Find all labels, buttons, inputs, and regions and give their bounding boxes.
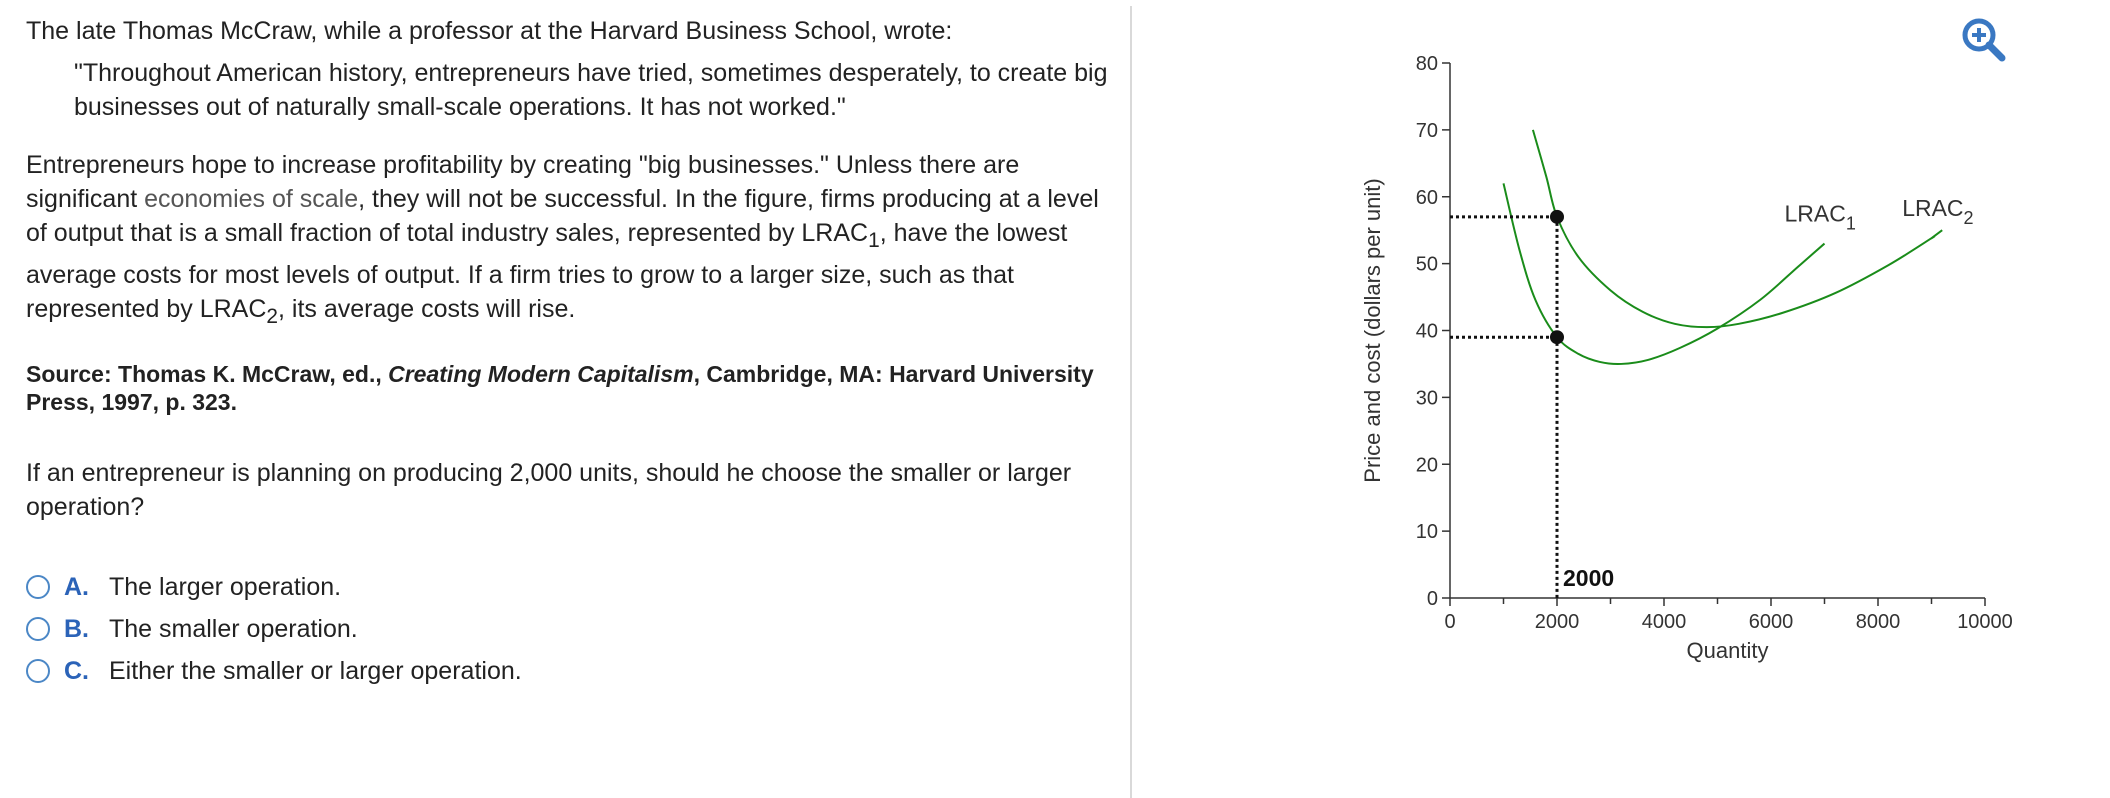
lrac1-label: $LRAC_1$: [1784, 200, 1856, 234]
x-tick-label: 8000: [1855, 611, 1901, 633]
lrac-chart: [1350, 8, 2030, 668]
option-b[interactable]: [26, 608, 1116, 650]
lrac2-label: $LRAC_2$: [1902, 195, 1974, 229]
y-tick-label: 60: [1415, 186, 1438, 209]
body-part-3: , have the lowest average costs for most levels of output. If a firm tries to grow to a larger size, such as that represented by LRAC: [26, 219, 1068, 323]
economies-of-scale-link[interactable]: economies of scale: [144, 185, 359, 213]
body-part-2: , they will not be successful. In the figure, firms producing at a level of output that is a small fraction of total industry sales, represented by LRAC: [26, 185, 1099, 247]
x-tick-label: 2000: [1534, 611, 1580, 633]
radio-button-a[interactable]: [26, 575, 50, 599]
y-tick-label: 80: [1415, 53, 1438, 75]
x-tick-label: 4000: [1641, 611, 1687, 633]
zoom-in-icon[interactable]: [1960, 16, 2006, 62]
option-text: The smaller operation.: [109, 615, 358, 643]
y-tick-label: 40: [1415, 320, 1438, 343]
radio-button-b[interactable]: [26, 617, 50, 641]
body-part-1: Entrepreneurs hope to increase profitability by creating "big businesses." Unless there are significant: [26, 151, 1020, 213]
y-tick-label: 20: [1415, 454, 1438, 477]
x-tick-label: 6000: [1748, 611, 1794, 633]
option-text: The larger operation.: [109, 573, 342, 601]
x-axis-label: Quantity: [1686, 638, 1769, 663]
option-text: Either the smaller or larger operation.: [109, 657, 522, 685]
source-lead: Source: Thomas K. McCraw, ed.,: [26, 361, 389, 387]
y-tick-label: 30: [1415, 387, 1438, 410]
question-prompt: If an entrepreneur is planning on producing 2,000 units, should he choose the smaller or larger operation?: [26, 459, 1072, 521]
lrac2-subscript: 2: [266, 305, 278, 328]
option-letter: A.: [64, 573, 89, 601]
x-tick-label: 0: [1444, 611, 1456, 633]
quantity-2000-annotation: 2000: [1563, 565, 1615, 591]
lrac1-subscript: 1: [868, 229, 880, 252]
source-title: Creating Modern Capitalism: [388, 361, 694, 387]
point-marker-1: [1550, 330, 1564, 344]
source-tail: , Cambridge, MA: Harvard University Press, 1997, p. 323.: [26, 361, 1094, 415]
option-a[interactable]: [26, 566, 1116, 608]
pane-divider: [1130, 6, 1132, 798]
source-citation: [26, 360, 1116, 416]
radio-button-c[interactable]: [26, 659, 50, 683]
x-tick-label: 10000: [1957, 611, 2013, 633]
point-marker-0: [1550, 210, 1564, 224]
y-tick-label: 70: [1415, 119, 1438, 142]
y-axis-label: Price and cost (dollars per unit): [1360, 178, 1385, 483]
option-letter: C.: [64, 657, 89, 685]
body-part-4: , its average costs will rise.: [278, 295, 576, 323]
option-letter: B.: [64, 615, 89, 643]
y-tick-label: 10: [1415, 521, 1438, 544]
intro-text: The late Thomas McCraw, while a professor at the Harvard Business School, wrote:: [26, 17, 953, 45]
lrac2-curve: [1533, 130, 1942, 327]
y-tick-label: 0: [1426, 588, 1438, 610]
question-panel: [26, 14, 1116, 692]
quote-text: "Throughout American history, entrepreneurs have tried, sometimes desperately, to create big businesses out of naturally small-scale operations. It has not worked.": [74, 59, 1108, 121]
y-tick-label: 50: [1415, 253, 1438, 276]
answer-options: [26, 566, 1116, 692]
option-c[interactable]: [26, 650, 1116, 692]
body-text: [26, 148, 1116, 334]
